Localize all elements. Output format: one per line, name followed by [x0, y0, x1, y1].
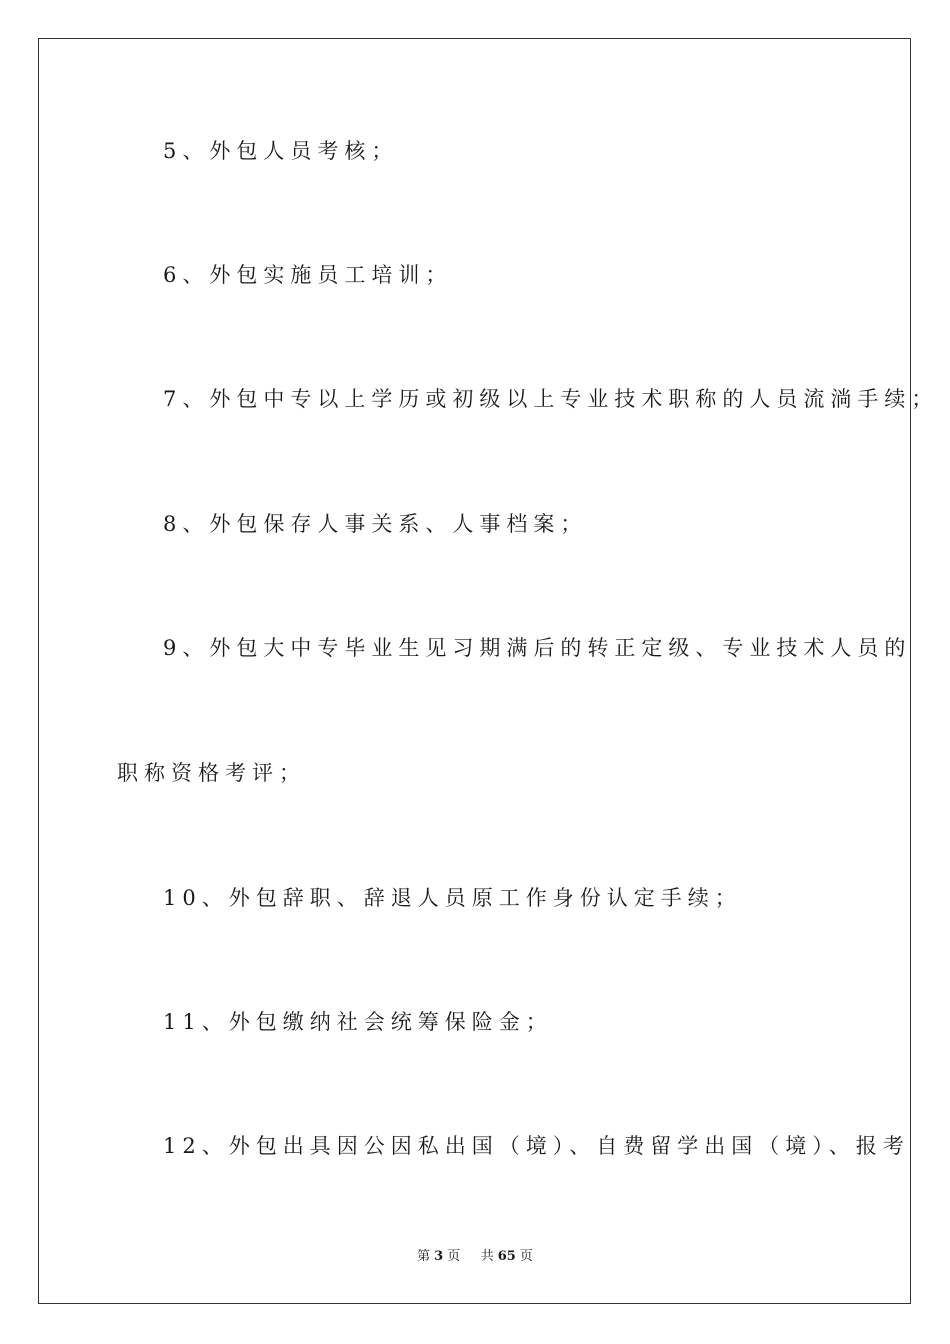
list-item-10: 10、外包辞职、辞退人员原工作身份认定手续；: [163, 886, 742, 910]
page-footer: [0, 1245, 950, 1264]
footer-page-prefix: 第: [417, 1249, 431, 1264]
list-item-7: 7、外包中专以上学历或初级以上专业技术职称的人员流淌手续；: [163, 387, 939, 411]
list-item-9: 9、外包大中专毕业生见习期满后的转正定级、专业技术人员的: [163, 636, 912, 660]
list-item-5: 5、外包人员考核；: [163, 139, 399, 163]
footer-total-suffix: 页: [519, 1249, 533, 1264]
page-border: [38, 38, 911, 1304]
list-item-8: 8、外包保存人事关系、人事档案；: [163, 512, 588, 536]
footer-page-number: 3: [434, 1249, 444, 1264]
list-item-9-continued: 职称资格考评；: [117, 761, 306, 785]
list-item-12: 12、外包出具因公因私出国（境）、自费留学出国（境）、报考: [163, 1134, 910, 1158]
footer-total-pages: 65: [497, 1249, 516, 1264]
list-item-11: 11、外包缴纳社会统筹保险金；: [163, 1010, 553, 1034]
footer-page-suffix: 页: [447, 1249, 461, 1264]
list-item-6: 6、外包实施员工培训；: [163, 263, 453, 287]
footer-total-prefix: 共: [480, 1249, 494, 1264]
